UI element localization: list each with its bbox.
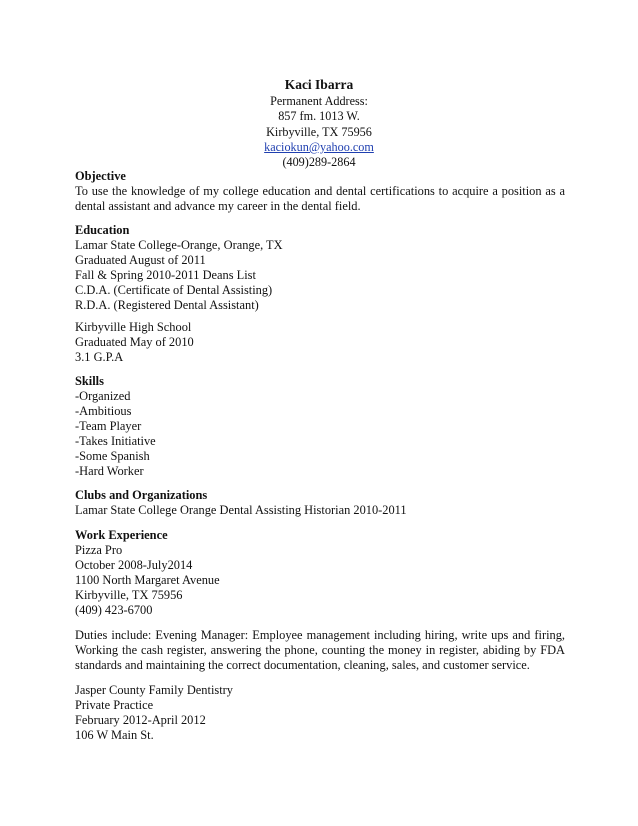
- skill-item: -Ambitious: [75, 404, 132, 418]
- address-label: Permanent Address:: [270, 94, 368, 108]
- work-section: [75, 528, 565, 743]
- candidate-name: Kaci Ibarra: [284, 77, 354, 92]
- phone-number: (409)289-2864: [282, 155, 356, 170]
- objective-title: Objective: [75, 169, 126, 183]
- skill-item: -Some Spanish: [75, 449, 150, 463]
- job2-line: February 2012-April 2012: [75, 713, 206, 727]
- job1-line: October 2008-July2014: [75, 558, 193, 572]
- skill-item: -Team Player: [75, 419, 142, 433]
- address-line-2: Kirbyville, TX 75956: [266, 124, 372, 139]
- education-college-line: R.D.A. (Registered Dental Assistant): [75, 298, 259, 312]
- skills-section: [75, 374, 565, 479]
- education-highschool-line: Kirbyville High School: [75, 320, 192, 334]
- objective-text: To use the knowledge of my college education and dental certifications to acquire a position as a dental assistant and advance my career in the dental field.: [75, 184, 565, 213]
- job1-duties: Duties include: Evening Manager: Employee management including hiring, write ups and firing, Working the cash register, answering the phone, counting the money in register, abiding by FDA standards and maintaining the correct documentation, cleaning, sales, and customer service.: [75, 628, 565, 672]
- job2-line: Private Practice: [75, 698, 154, 712]
- job2-line: Jasper County Family Dentistry: [75, 683, 233, 697]
- education-college-line: C.D.A. (Certificate of Dental Assisting): [75, 283, 273, 297]
- resume-body: [75, 169, 565, 743]
- skills-title: Skills: [75, 374, 104, 388]
- education-highschool-line: 3.1 G.P.A: [75, 350, 124, 364]
- education-college-line: Graduated August of 2011: [75, 253, 206, 267]
- clubs-text: Lamar State College Orange Dental Assisting Historian 2010-2011: [75, 503, 407, 517]
- email-link[interactable]: kaciokun@yahoo.com: [264, 139, 374, 154]
- address-line-1: 857 fm. 1013 W.: [278, 109, 360, 124]
- clubs-title: Clubs and Organizations: [75, 488, 208, 502]
- job1-line: Pizza Pro: [75, 543, 123, 557]
- job1-line: (409) 423-6700: [75, 603, 153, 617]
- job2-line: 106 W Main St.: [75, 728, 154, 742]
- objective-section: [75, 169, 565, 214]
- skill-item: -Takes Initiative: [75, 434, 156, 448]
- skill-item: -Hard Worker: [75, 464, 144, 478]
- education-college-line: Fall & Spring 2010-2011 Deans List: [75, 268, 256, 282]
- education-college-line: Lamar State College-Orange, Orange, TX: [75, 238, 283, 252]
- job1-line: Kirbyville, TX 75956: [75, 588, 183, 602]
- work-title: Work Experience: [75, 528, 168, 542]
- clubs-section: [75, 488, 565, 518]
- education-title: Education: [75, 223, 130, 237]
- education-section: [75, 223, 565, 365]
- resume-header: [200, 76, 438, 170]
- education-highschool-line: Graduated May of 2010: [75, 335, 194, 349]
- skill-item: -Organized: [75, 389, 131, 403]
- job1-line: 1100 North Margaret Avenue: [75, 573, 220, 587]
